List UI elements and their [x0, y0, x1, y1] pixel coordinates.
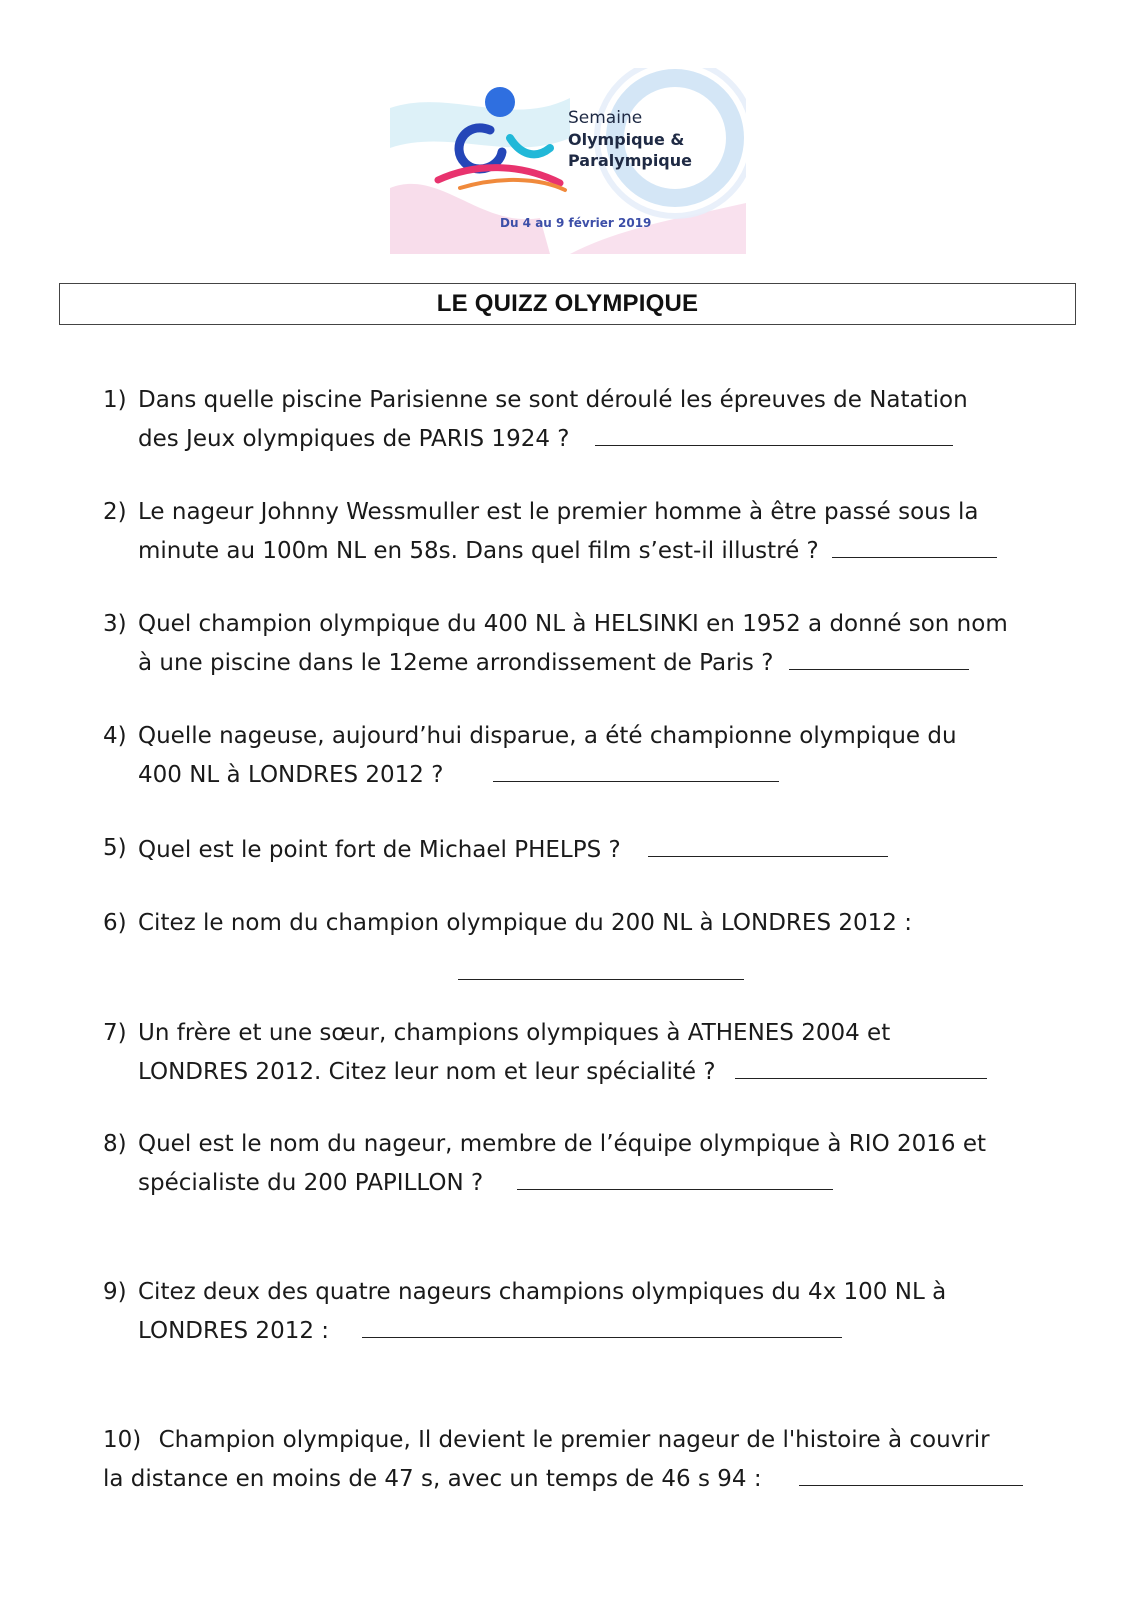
- logo-date: Du 4 au 9 février 2019: [500, 216, 652, 230]
- question-text: Quel est le point fort de Michael PHELPS ?: [138, 837, 621, 863]
- logo-wordmark: [568, 108, 692, 171]
- answer-blank-5[interactable]: [648, 830, 888, 857]
- question-text: Quel est le nom du nageur, membre de l’équipe olympique à RIO 2016 et: [138, 1131, 986, 1157]
- logo-line-2: Olympique &: [568, 130, 685, 149]
- question-1: [103, 382, 1073, 458]
- title-box: [59, 283, 1076, 325]
- question-text: Le nageur Johnny Wessmuller est le premier homme à être passé sous la: [138, 499, 979, 525]
- answer-blank-10[interactable]: [799, 1459, 1023, 1486]
- question-number: 2): [103, 499, 127, 525]
- question-8: [103, 1126, 1073, 1202]
- question-text: Quelle nageuse, aujourd’hui disparue, a été championne olympique du: [138, 723, 957, 749]
- question-text: minute au 100m NL en 58s. Dans quel film s’est-il illustré ?: [138, 538, 819, 564]
- question-5: [103, 830, 1073, 869]
- question-text: Quel champion olympique du 400 NL à HELSINKI en 1952 a donné son nom: [138, 611, 1008, 637]
- logo-line-3: Paralympique: [568, 151, 692, 170]
- answer-blank-6[interactable]: [458, 953, 744, 980]
- logo-line-1: Semaine: [568, 108, 643, 128]
- answer-blank-1[interactable]: [595, 419, 953, 446]
- question-number: 3): [103, 611, 127, 637]
- answer-blank-7[interactable]: [735, 1052, 987, 1079]
- answer-blank-4[interactable]: [493, 755, 779, 782]
- question-2: [103, 494, 1073, 570]
- question-10: [103, 1422, 1063, 1498]
- answer-blank-3[interactable]: [789, 643, 969, 670]
- question-number: 6): [103, 910, 127, 936]
- answer-blank-2[interactable]: [832, 531, 997, 558]
- question-9: [103, 1274, 1073, 1350]
- question-text: des Jeux olympiques de PARIS 1924 ?: [138, 426, 570, 452]
- question-7: [103, 1015, 1073, 1091]
- question-text: LONDRES 2012 :: [138, 1318, 330, 1344]
- question-6: [103, 905, 1073, 942]
- question-number: 10): [103, 1427, 142, 1453]
- question-number: 4): [103, 723, 127, 749]
- question-number: 1): [103, 387, 127, 413]
- question-number: 8): [103, 1131, 127, 1157]
- question-number: 9): [103, 1279, 127, 1305]
- question-text: la distance en moins de 47 s, avec un temps de 46 s 94 :: [103, 1466, 762, 1492]
- question-text: Dans quelle piscine Parisienne se sont déroulé les épreuves de Natation: [138, 387, 968, 413]
- answer-blank-8[interactable]: [517, 1163, 833, 1190]
- answer-blank-9[interactable]: [362, 1311, 842, 1338]
- question-number: 7): [103, 1020, 127, 1046]
- event-logo: [390, 68, 746, 254]
- question-3: [103, 606, 1073, 682]
- question-text: LONDRES 2012. Citez leur nom et leur spécialité ?: [138, 1059, 716, 1085]
- page-title: LE QUIZZ OLYMPIQUE: [436, 290, 699, 317]
- question-text: spécialiste du 200 PAPILLON ?: [138, 1170, 484, 1196]
- question-4: [103, 718, 1073, 794]
- question-text: à une piscine dans le 12eme arrondissement de Paris ?: [138, 650, 774, 676]
- question-text: Citez le nom du champion olympique du 200 NL à LONDRES 2012 :: [138, 910, 912, 936]
- question-text: Citez deux des quatre nageurs champions olympiques du 4x 100 NL à: [138, 1279, 947, 1305]
- question-number: 5): [103, 835, 127, 861]
- question-text: Champion olympique, Il devient le premier nageur de l'histoire à couvrir: [158, 1427, 990, 1453]
- question-text: 400 NL à LONDRES 2012 ?: [138, 762, 444, 788]
- question-text: Un frère et une sœur, champions olympiques à ATHENES 2004 et: [138, 1020, 891, 1046]
